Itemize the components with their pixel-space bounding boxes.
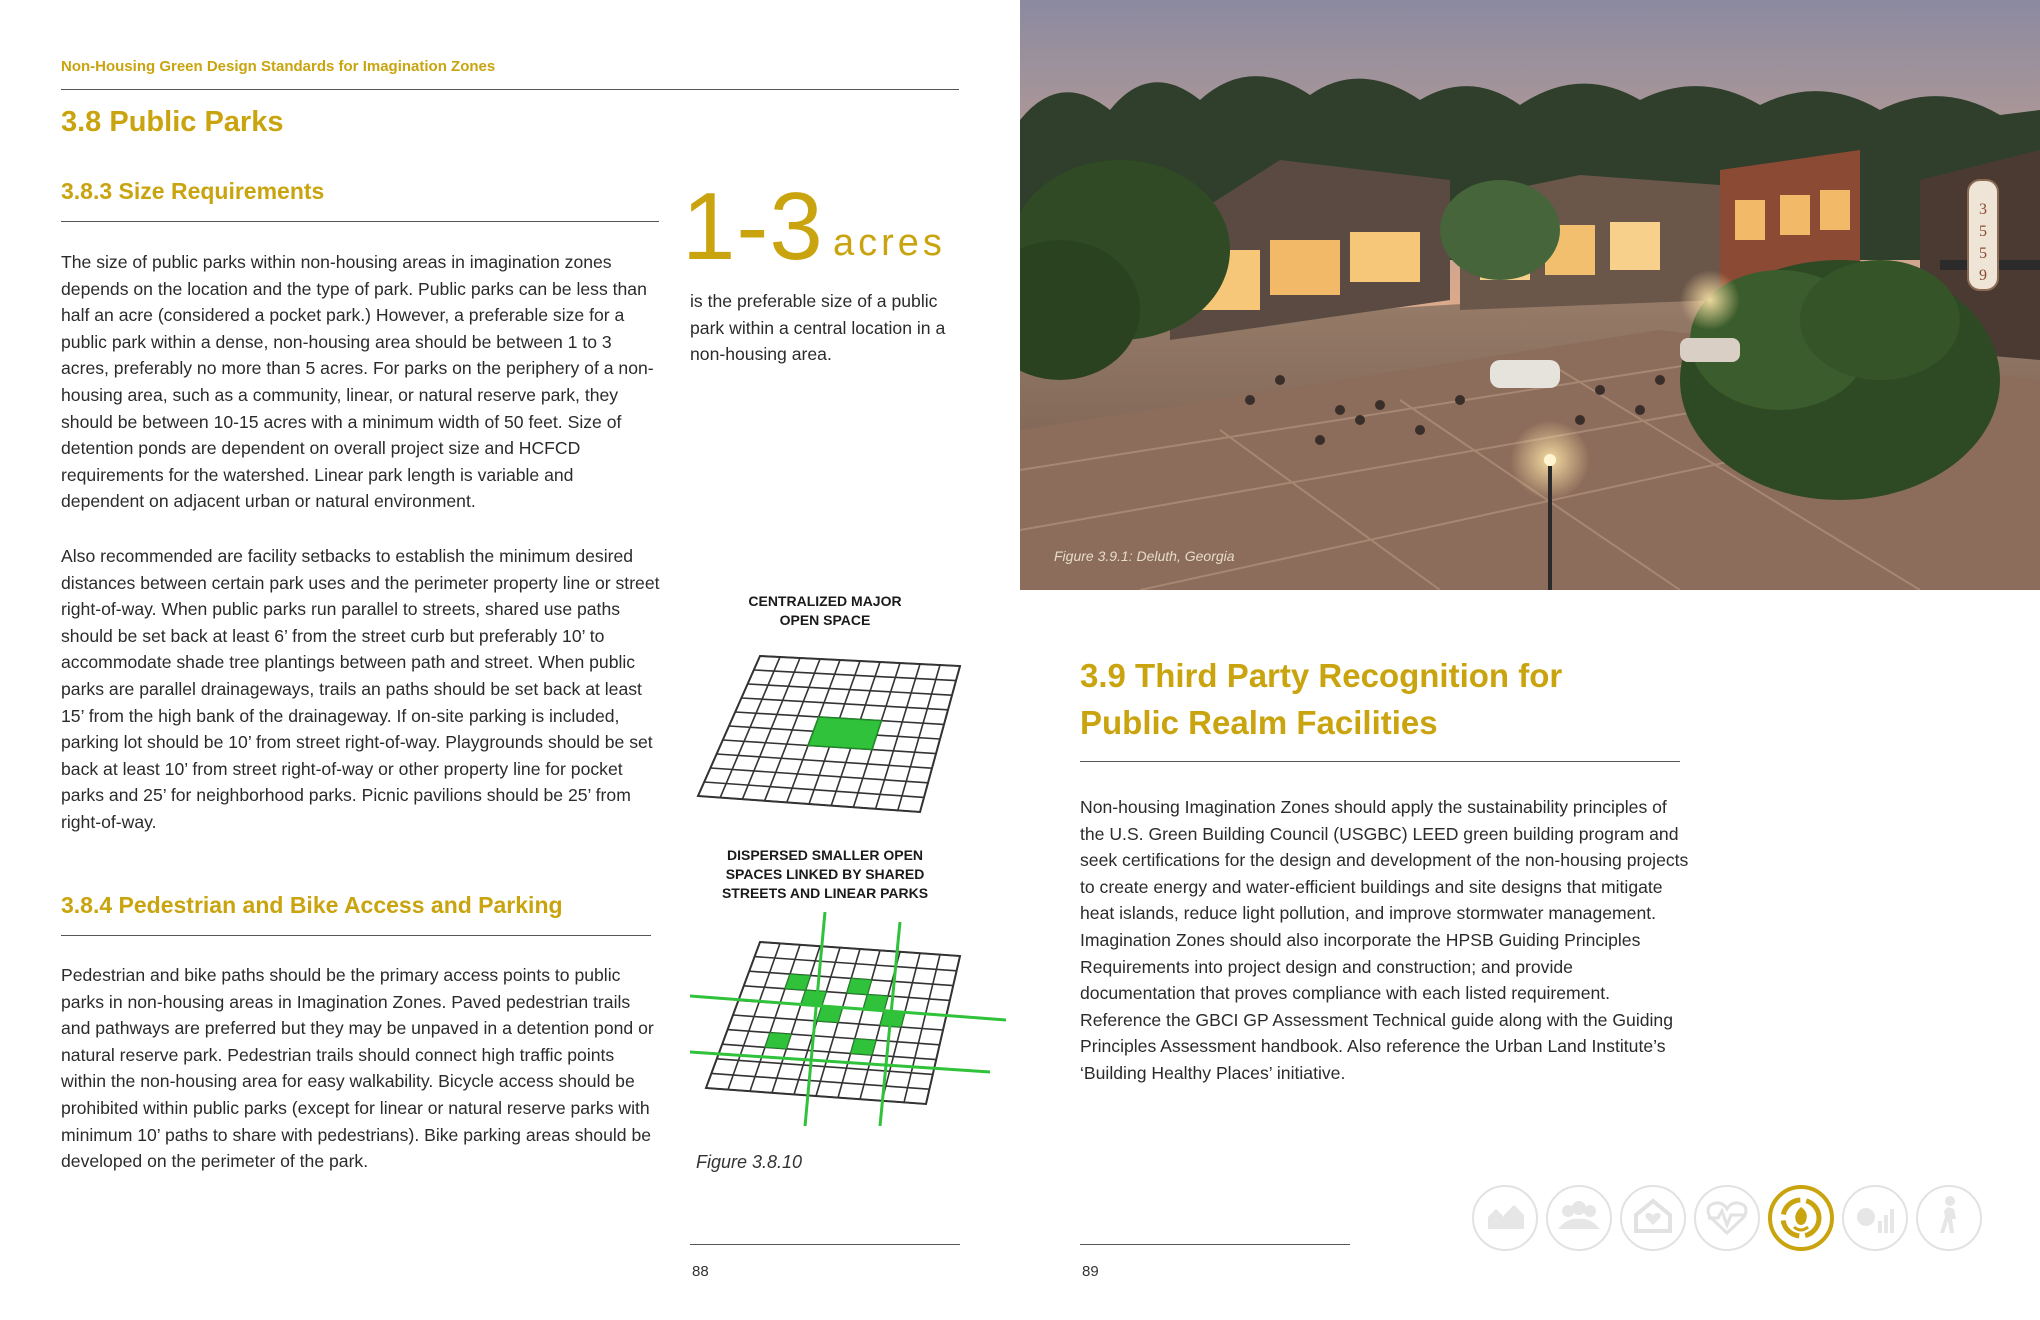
community-icon	[1546, 1185, 1612, 1251]
diagram-title-line: CENTRALIZED MAJOR	[748, 593, 902, 609]
page-number-right: 89	[1082, 1263, 1099, 1280]
size-requirements-paragraph-1: The size of public parks within non-housing areas in imagination zones depends on the location and the type of park. Public parks can be less than half an acre (considered a pocket park.) However, a preferable size for a public park within a dense, non-housing area should be between 1 to 3 acres, preferably no more than 5 acres. For parks on the periphery of a non-housing area, such as a community, linear, or natural reserve park, they should be between 10-15 acres with a minimum width of 50 feet. Size of detention ponds are dependent on overall project size and HCFCD requirements for the watershed. Linear park length is variable and dependent on adjacent urban or natural environment.	[61, 252, 654, 512]
diagram-title-line: OPEN SPACE	[779, 612, 871, 628]
sign-digit: 5	[1979, 223, 1987, 240]
theme-icons-row	[1472, 1185, 1992, 1251]
central-park-block	[808, 717, 881, 750]
dispersed-open-space-diagram	[690, 912, 1010, 1132]
photo-illustration	[1020, 0, 2040, 590]
section-title-3-9	[1080, 652, 1700, 746]
diagram-title-line: SPACES LINKED BY SHARED	[725, 866, 925, 882]
diagram-title-centralized	[690, 592, 960, 630]
size-requirements-paragraph-2: Also recommended are facility setbacks to establish the minimum desired distances between certain park uses and the perimeter property line or street right-of-way. When public parks run parallel to streets, shared use paths should be set back at least 6’ from the street curb but preferably 10’ to accommodate shade tree plantings between path and street. When public parks are parallel drainageways, trails an paths should be set back at least 15’ from the high bank of the drainageway. If on-site parking is included, parking lot should be 10’ from street right-of-way. Playgrounds should be set back at least 10’ from street right-of-way or other property line for pocket parks and 25’ for neighborhood parks. Picnic pavilions should be 25’ from right-of-way.	[61, 546, 660, 832]
diagram-title-line: DISPERSED SMALLER OPEN	[726, 847, 924, 863]
sign-digit: 9	[1979, 267, 1987, 284]
figure-caption-3-8-10: Figure 3.8.10	[696, 1152, 803, 1172]
stat-caption: is the preferable size of a public park within a central location in a non-housing area.	[690, 291, 946, 365]
sign-digit: 5	[1979, 245, 1987, 262]
photo-caption: Figure 3.9.1: Deluth, Georgia	[1054, 548, 1235, 564]
economy-growth-icon	[1842, 1185, 1908, 1251]
stat-unit: acres	[833, 222, 946, 264]
health-heart-icon	[1694, 1185, 1760, 1251]
pedestrian-bike-paragraph: Pedestrian and bike paths should be the primary access points to public parks in non-housing areas in Imagination Zones. Paved pedestrian trails and pathways are preferred but they may be unpaved in a detention pond or natural reserve park. Pedestrian trails should connect high traffic points within the non-housing area for easy walkability. Bicycle access should be prohibited within public parks (except for linear or natural reserve parks with minimum 10’ paths to share with pedestrians). Bike parking areas should be developed on the perimeter of the park.	[61, 965, 654, 1172]
section-title-3-8: 3.8 Public Parks	[61, 106, 284, 138]
grid-outline	[706, 942, 960, 1104]
subsection-title-3-8-3: 3.8.3 Size Requirements	[61, 178, 325, 204]
diagram-title-dispersed	[690, 846, 960, 903]
subsection-rule	[61, 935, 651, 936]
footer-rule-right	[1080, 1244, 1350, 1245]
houses-icon	[1472, 1185, 1538, 1251]
subsection-title-3-8-4: 3.8.4 Pedestrian and Bike Access and Parking	[61, 892, 563, 918]
park-block	[785, 974, 810, 990]
pedestrian-icon	[1916, 1185, 1982, 1251]
page-number-left: 88	[692, 1263, 709, 1280]
header-rule	[61, 89, 959, 90]
stat-number: 1-3	[682, 173, 824, 280]
diagram-title-line: STREETS AND LINEAR PARKS	[721, 885, 929, 901]
sign-digit: 3	[1979, 201, 1987, 218]
subsection-rule	[61, 221, 659, 222]
section-title-line: Public Realm Facilities	[1080, 704, 1438, 741]
home-heart-icon	[1620, 1185, 1686, 1251]
sustainability-cycle-icon	[1768, 1185, 1834, 1251]
section-rule	[1080, 761, 1680, 762]
park-block	[765, 1033, 791, 1049]
centralized-open-space-diagram	[690, 640, 1010, 825]
section-title-line: 3.9 Third Party Recognition for	[1080, 657, 1563, 694]
third-party-paragraph: Non-housing Imagination Zones should apply the sustainability principles of the U.S. Green Building Council (USGBC) LEED green building program and seek certifications for the design and development of the non-housing projects to create energy and water-efficient buildings and site designs that mitigate heat islands, reduce light pollution, and improve stormwater management. Imagination Zones should also incorporate the HPSB Guiding Principles Requirements into project design and construction; and provide documentation that proves compliance with each listed requirement. Reference the GBCI GP Assessment Technical guide along with the Guiding Principles Assessment handbook. Also reference the Urban Land Institute’s ‘Building Healthy Places’ initiative.	[1080, 797, 1689, 1083]
street-scene-photo	[1020, 0, 2040, 590]
park-block	[847, 978, 872, 994]
footer-rule-left	[690, 1244, 960, 1245]
park-block	[851, 1039, 876, 1055]
running-header: Non-Housing Green Design Standards for Imagination Zones	[61, 58, 496, 75]
